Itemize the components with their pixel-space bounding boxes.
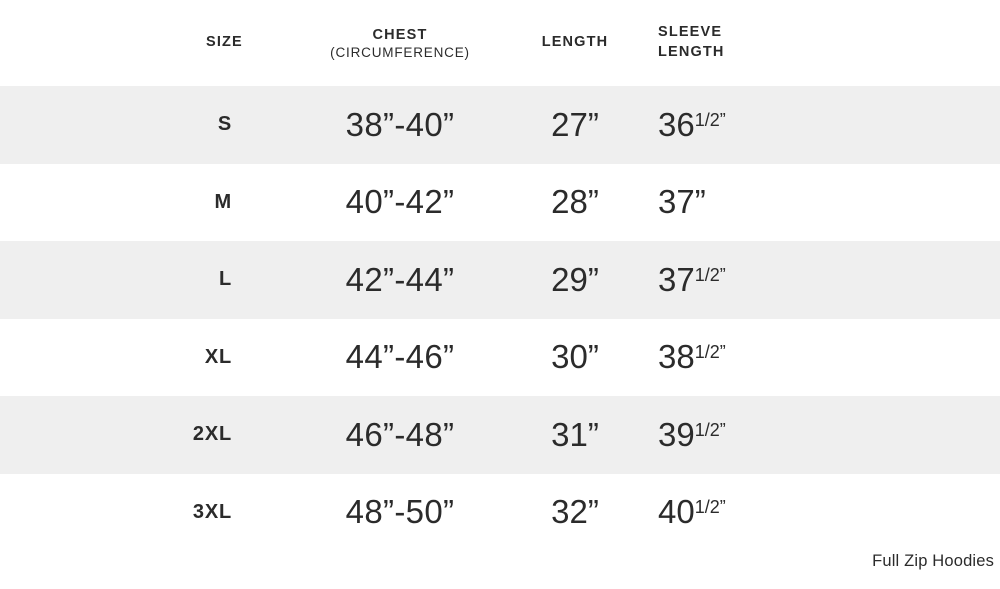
cell-sleeve	[650, 319, 1000, 397]
cell-sleeve-whole: 39	[658, 415, 695, 453]
column-header-length-label: LENGTH	[541, 34, 609, 51]
column-header-sleeve-label-line2: LENGTH	[658, 44, 725, 60]
cell-sleeve	[650, 241, 1000, 319]
table-header	[0, 0, 1000, 86]
cell-sleeve-fraction: 1/2”	[694, 497, 726, 518]
column-header-chest-label: CHEST	[372, 26, 428, 43]
table-row	[0, 396, 1000, 474]
cell-length: 28”	[551, 183, 599, 221]
cell-sleeve	[650, 164, 1000, 242]
column-header-chest	[300, 0, 500, 86]
cell-size: S	[217, 113, 232, 136]
cell-size: 2XL	[192, 423, 232, 446]
cell-size: XL	[204, 345, 232, 368]
table-row	[0, 86, 1000, 164]
table-row	[0, 474, 1000, 552]
header-row	[0, 0, 1000, 86]
cell-sleeve-fraction: 1/2”	[694, 109, 726, 130]
cell-length: 31”	[551, 415, 599, 453]
cell-sleeve-fraction: 1/2”	[694, 264, 726, 285]
cell-chest: 44”-46”	[345, 338, 455, 376]
cell-sleeve-whole: 36	[658, 105, 695, 143]
column-header-size	[0, 0, 300, 86]
cell-sleeve	[650, 86, 1000, 164]
cell-length: 29”	[551, 260, 599, 298]
cell-length: 27”	[551, 105, 599, 143]
cell-length: 30”	[551, 338, 599, 376]
cell-chest: 46”-48”	[345, 415, 455, 453]
table-row	[0, 319, 1000, 397]
chart-footnote: Full Zip Hoodies	[872, 552, 994, 570]
cell-sleeve-fraction: 1/2”	[694, 342, 726, 363]
cell-chest: 42”-44”	[345, 260, 455, 298]
column-header-sleeve	[650, 0, 1000, 86]
cell-sleeve-whole: 38	[658, 338, 695, 376]
table-body	[0, 86, 1000, 551]
cell-chest: 48”-50”	[345, 493, 455, 531]
cell-length: 32”	[551, 493, 599, 531]
cell-sleeve-whole: 40	[658, 493, 695, 531]
cell-size: 3XL	[192, 500, 232, 523]
cell-size: M	[214, 190, 232, 213]
cell-sleeve-whole: 37”	[658, 183, 706, 221]
cell-chest: 40”-42”	[345, 183, 455, 221]
column-header-sleeve-label-line1: SLEEVE	[658, 24, 723, 41]
cell-sleeve	[650, 474, 1000, 552]
cell-sleeve-whole: 37	[658, 260, 695, 298]
cell-sleeve	[650, 396, 1000, 474]
column-header-size-label: SIZE	[206, 34, 243, 51]
cell-size: L	[218, 268, 232, 291]
table-row	[0, 241, 1000, 319]
table-row	[0, 164, 1000, 242]
cell-sleeve-fraction: 1/2”	[694, 419, 726, 440]
cell-chest: 38”-40”	[345, 105, 455, 143]
column-header-length	[500, 0, 650, 86]
column-header-chest-sublabel: (CIRCUMFERENCE)	[330, 45, 470, 61]
